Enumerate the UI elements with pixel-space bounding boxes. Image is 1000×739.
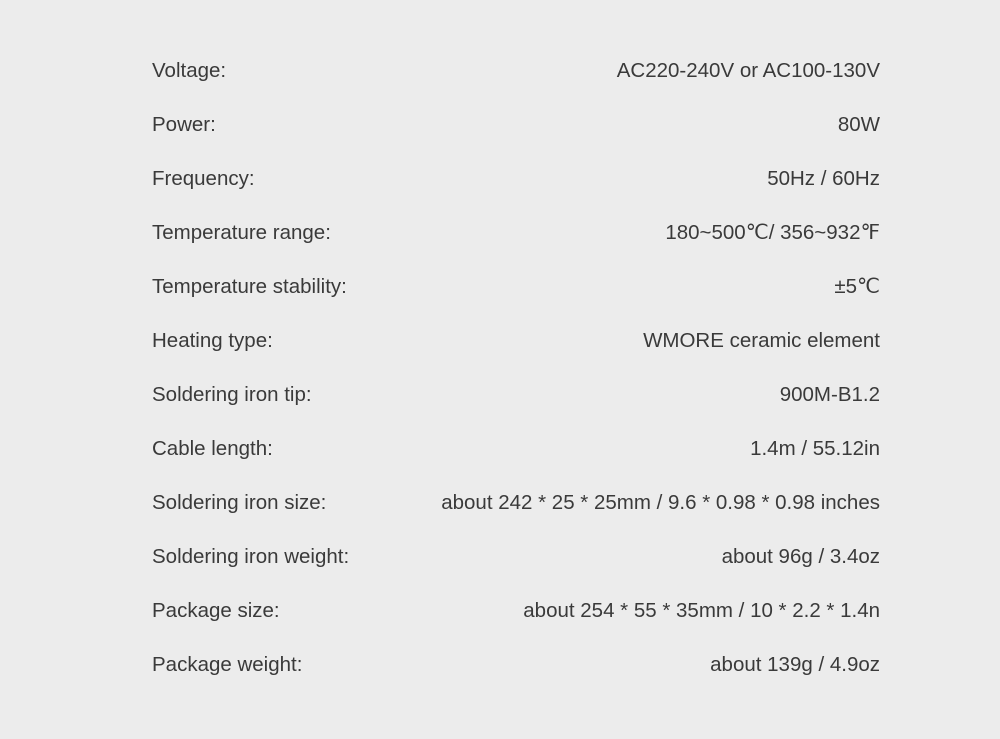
spec-label: Soldering iron size: — [152, 491, 327, 514]
spec-row — [152, 98, 880, 152]
spec-row — [152, 422, 880, 476]
spec-value: AC220-240V or AC100-130V — [616, 59, 880, 82]
spec-label: Frequency: — [152, 167, 255, 190]
spec-value: about 242 * 25 * 25mm / 9.6 * 0.98 * 0.98 inches — [441, 491, 880, 514]
spec-row — [152, 530, 880, 584]
spec-value: ±5℃ — [834, 275, 880, 298]
spec-row — [152, 476, 880, 530]
spec-value: WMORE ceramic element — [643, 329, 880, 352]
spec-row — [152, 44, 880, 98]
spec-label: Voltage: — [152, 59, 227, 82]
spec-label: Heating type: — [152, 329, 273, 352]
spec-value: 80W — [837, 113, 880, 136]
spec-value: about 96g / 3.4oz — [721, 545, 880, 568]
spec-label: Soldering iron tip: — [152, 383, 312, 406]
spec-label: Soldering iron weight: — [152, 545, 350, 568]
spec-label: Power: — [152, 113, 216, 136]
spec-label: Cable length: — [152, 437, 273, 460]
spec-value: 900M-B1.2 — [779, 383, 880, 406]
spec-label: Temperature range: — [152, 221, 331, 244]
spec-label: Temperature stability: — [152, 275, 347, 298]
spec-value: about 254 * 55 * 35mm / 10 * 2.2 * 1.4n — [523, 599, 880, 622]
spec-row — [152, 206, 880, 260]
spec-value: about 139g / 4.9oz — [710, 653, 880, 676]
spec-row — [152, 152, 880, 206]
spec-row — [152, 638, 880, 692]
spec-value: 50Hz / 60Hz — [767, 167, 880, 190]
spec-label: Package size: — [152, 599, 280, 622]
spec-row — [152, 260, 880, 314]
spec-row — [152, 584, 880, 638]
spec-value: 180~500℃/ 356~932℉ — [665, 221, 880, 244]
spec-label: Package weight: — [152, 653, 303, 676]
spec-row — [152, 368, 880, 422]
spec-row — [152, 314, 880, 368]
spec-value: 1.4m / 55.12in — [750, 437, 880, 460]
